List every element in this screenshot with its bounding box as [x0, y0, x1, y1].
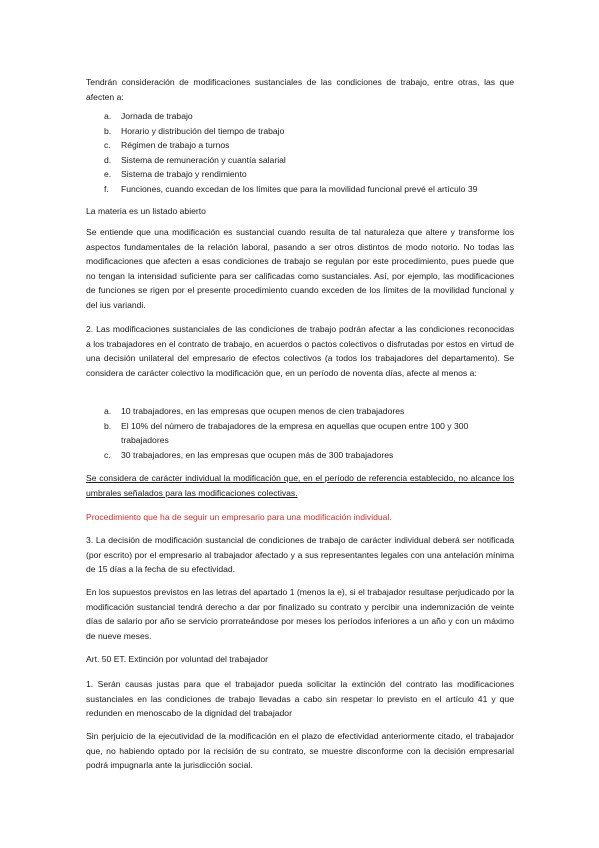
list-marker: f. — [104, 183, 109, 194]
list-item-text: Régimen de trabajo a turnos — [121, 140, 230, 150]
list-item — [104, 109, 516, 124]
list-marker: b. — [104, 125, 112, 136]
list-item-text: 30 trabajadores, en las empresas que ocupen más de 300 trabajadores — [121, 449, 394, 460]
intro-paragraph: Tendrán consideración de modificaciones sustanciales de las condiciones de trabajo, entre otras, las que afecten a: — [86, 77, 514, 102]
list-marker: d. — [104, 154, 112, 165]
prejudice-paragraph: Sin perjuicio de la ejecutividad de la modificación en el plazo de efectividad anteriormente citado, el trabajador que, no habiendo optado por la recisión de su contrato, se muestre disconforme con la decisión empresarial podrá impugnarla ante la jurisdicción social. — [86, 731, 514, 770]
collective-thresholds-list — [104, 404, 516, 462]
list-item-text: Sistema de remuneración y cuantía salarial — [121, 154, 286, 165]
list-item — [104, 404, 516, 419]
procedure-heading: Procedimiento que ha de seguir un empresario para una modificación individual. — [86, 512, 392, 522]
list-marker: a. — [104, 406, 112, 416]
list-item — [104, 124, 516, 139]
definition-paragraph: Se entiende que una modificación es sustancial cuando resulta de tal naturaleza que altere y transforme los aspectos fundamentales de la relación laboral, pasando a ser otros distintos de modo notorio. No todas las modificaciones que afecten a esas condiciones de trabajo se regulan por este procedimiento, pues puede que no tengan la intensidad suficiente para ser calificadas como sustanciales. Así, por ejemplo, las modificaciones de funciones se rigen por el presente procedimiento cuando exceden de los límites de la movilidad funcional y del ius variandi. — [86, 227, 514, 310]
section-1-paragraph: 1. Serán causas justas para que el trabajador pueda solicitar la extinción del contrato las modificaciones sustanciales en las condiciones de trabajo llevadas a cabo sin respetar lo previsto en el artículo 41 y que redunden en menoscabo de la dignidad del trabajador — [86, 679, 514, 718]
section-2-paragraph: 2. Las modificaciones sustanciales de las condiciones de trabajo podrán afectar a las condiciones reconocidas a los trabajadores en el contrato de trabajo, en acuerdos o pactos colectivos o disfrutadas por estos en virtud de una decisión unilateral del empresario de efectos colectivos (a todos los trabajadores del departamento). Se considera de carácter colectivo la modificación que, en un período de noventa días, afecte al menos a: — [86, 324, 514, 378]
list-item-text: Sistema de trabajo y rendimiento — [121, 169, 247, 179]
list-marker: b. — [104, 420, 112, 431]
list-item-text: Jornada de trabajo — [121, 111, 193, 121]
individual-definition-paragraph: Se considera de carácter individual la modificación que, en el período de referencia establecido, no alcance los umbrales señalados para las modificaciones colectivas. — [86, 473, 514, 498]
list-marker: c. — [104, 140, 111, 150]
conditions-list — [104, 109, 516, 196]
listado-abierto-paragraph: La materia es un listado abierto — [86, 206, 206, 216]
list-item — [104, 138, 516, 153]
section-3-paragraph: 3. La decisión de modificación sustancial de condiciones de trabajo de carácter individual deberá ser notificada (por escrito) por el empresario al trabajador afectado y a sus representantes legales con una antelación mínima de 15 días a la fecha de su efectividad. — [86, 535, 514, 574]
list-marker: c. — [104, 449, 111, 460]
list-item-text: 10 trabajadores, en las empresas que ocupen menos de cien trabajadores — [121, 406, 405, 416]
list-item — [104, 419, 516, 448]
list-item-text: Horario y distribución del tiempo de trabajo — [121, 125, 285, 136]
list-marker: e. — [104, 169, 112, 179]
list-item — [104, 182, 516, 197]
list-item — [104, 153, 516, 168]
list-item-text: Funciones, cuando excedan de los límites que para la movilidad funcional prevé el artículo 39 — [121, 183, 478, 194]
list-marker: a. — [104, 111, 112, 121]
list-item-text: El 10% del número de trabajadores de la empresa en aquellas que ocupen entre 100 y 300 trabajadores — [121, 420, 469, 445]
assumptions-paragraph: En los supuestos previstos en las letras del apartado 1 (menos la e), si el trabajador resultase perjudicado por la modificación sustancial tendrá derecho a dar por finalizado su contrato y percibir una indemnización de veinte días de salario por año se servicio prorrateándose por meses los períodos inferiores a un año y con un máximo de nueve meses. — [86, 587, 514, 641]
list-item — [104, 167, 516, 182]
art-50-heading: Art. 50 ET. Extinción por voluntad del trabajador — [86, 654, 269, 664]
list-item — [104, 448, 516, 463]
